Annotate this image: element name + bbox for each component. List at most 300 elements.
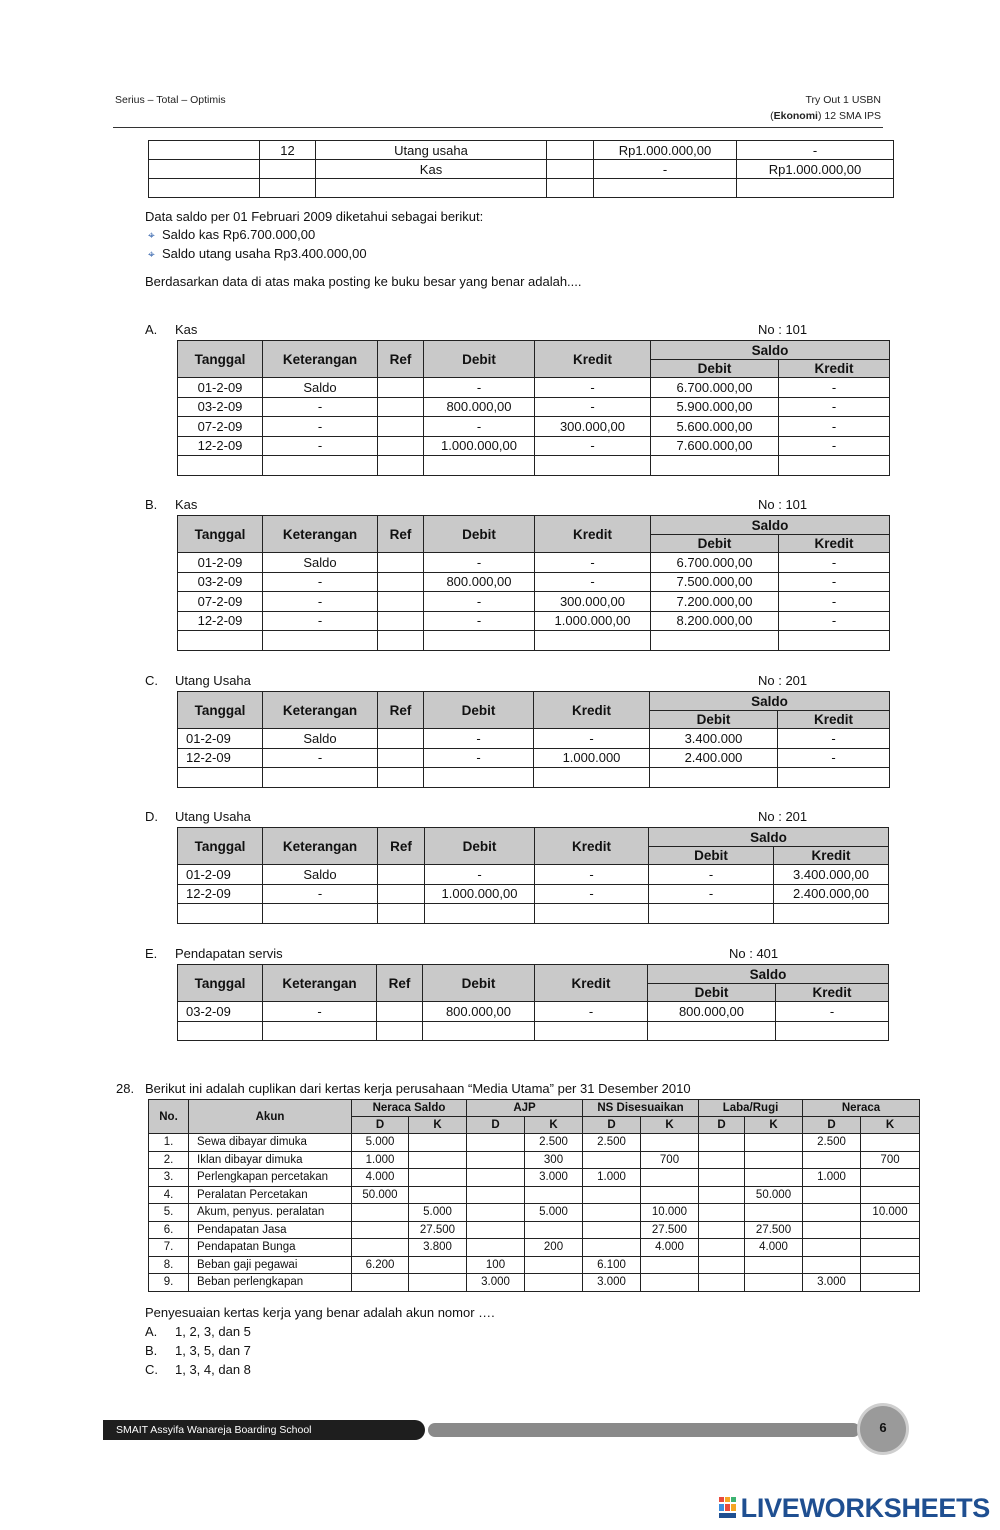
option-account-no: No : 401 (729, 946, 779, 961)
ledger-header-saldo-kredit: Kredit (778, 711, 890, 729)
ws-cell-value (803, 1239, 861, 1257)
ledger-header-debit: Debit (424, 692, 534, 729)
ws-cell-value (525, 1256, 583, 1274)
ws-row (149, 1274, 920, 1292)
ledger-cell: 800.000,00 (648, 1002, 776, 1022)
ws-row (149, 1256, 920, 1274)
ledger-cell: 12-2-09 (178, 436, 263, 456)
ledger-header-ref: Ref (378, 516, 424, 553)
journal-cell (737, 179, 894, 198)
bullet-text: Saldo utang usaha Rp3.400.000,00 (162, 246, 367, 261)
ws-row (149, 1221, 920, 1239)
ws-cell-value: 3.000 (467, 1274, 525, 1292)
ws-header-k: K (409, 1117, 467, 1134)
answer-text: 1, 3, 5, dan 7 (175, 1343, 251, 1358)
ledger-cell: - (535, 397, 651, 417)
ledger-cell (378, 572, 424, 592)
ws-cell-value (745, 1204, 803, 1222)
option-account-no: No : 201 (758, 809, 808, 824)
ledger-header-saldo-kredit: Kredit (776, 984, 889, 1002)
ledger-header-tanggal: Tanggal (178, 692, 263, 729)
header-right-subject: (Ekonomi) 12 SMA IPS (770, 110, 881, 122)
ws-cell-value: 200 (525, 1239, 583, 1257)
ledger-cell (178, 631, 263, 651)
ledger-cell: Saldo (263, 729, 378, 749)
ws-cell-akun: Akum, penyus. peralatan (189, 1204, 352, 1222)
ws-cell-value (699, 1256, 745, 1274)
bullet-icon: ⌖ (148, 228, 155, 242)
ledger-header-saldo: Saldo (648, 965, 889, 984)
ledger-cell (263, 1021, 377, 1041)
ledger-cell (378, 592, 424, 612)
ws-header-k: K (745, 1117, 803, 1134)
ws-cell-value: 3.000 (525, 1169, 583, 1187)
ledger-cell (378, 553, 424, 573)
journal-cell (547, 141, 594, 160)
ledger-cell: 2.400.000 (650, 748, 778, 768)
ledger-cell: - (535, 378, 651, 398)
ws-header-d: D (352, 1117, 409, 1134)
ws-cell-value: 5.000 (352, 1134, 409, 1152)
ledger-cell: 7.500.000,00 (651, 572, 779, 592)
ws-cell-no: 9. (149, 1274, 189, 1292)
ledger-cell (263, 904, 378, 924)
ledger-cell: - (263, 417, 378, 437)
ws-cell-value: 27.500 (409, 1221, 467, 1239)
ws-cell-no: 5. (149, 1204, 189, 1222)
ledger-table (177, 691, 890, 788)
ledger-cell (649, 904, 774, 924)
ws-cell-no: 7. (149, 1239, 189, 1257)
ws-cell-value: 1.000 (583, 1169, 641, 1187)
ws-cell-value: 10.000 (861, 1204, 920, 1222)
ledger-cell (424, 631, 535, 651)
ws-cell-value (583, 1221, 641, 1239)
ledger-cell: 03-2-09 (178, 397, 263, 417)
ledger-cell (774, 904, 889, 924)
bullet-item (148, 246, 367, 262)
ledger-cell (534, 768, 650, 788)
ws-row (149, 1134, 920, 1152)
ws-header-group: Neraca Saldo (352, 1100, 467, 1117)
journal-row (149, 141, 894, 160)
ledger-cell: 2.400.000,00 (774, 884, 889, 904)
ledger-cell: - (649, 865, 774, 885)
ledger-cell: 3.400.000 (650, 729, 778, 749)
journal-cell (547, 179, 594, 198)
ledger-cell (378, 631, 424, 651)
ws-cell-akun: Sewa dibayar dimuka (189, 1134, 352, 1152)
ws-cell-value (861, 1134, 920, 1152)
ws-cell-value: 700 (861, 1151, 920, 1169)
ws-cell-value (467, 1221, 525, 1239)
option-account: Pendapatan servis (175, 946, 283, 961)
ledger-cell (378, 729, 424, 749)
liveworksheets-text: LIVEWORKSHEETS (740, 1493, 990, 1523)
option-letter[interactable]: A. (145, 322, 158, 337)
ledger-cell: - (779, 611, 890, 631)
ledger-row (178, 553, 890, 573)
ledger-row (178, 729, 890, 749)
ledger-cell (263, 768, 378, 788)
ws-cell-value (699, 1274, 745, 1292)
ledger-cell: - (424, 611, 535, 631)
journal-cell: Rp1.000.000,00 (737, 160, 894, 179)
ledger-header-keterangan: Keterangan (263, 692, 378, 729)
footer-school: SMAIT Assyifa Wanareja Boarding School (103, 1420, 425, 1440)
ledger-cell: 5.600.000,00 (651, 417, 779, 437)
ws-cell-akun: Beban perlengkapan (189, 1274, 352, 1292)
ledger-cell (378, 904, 425, 924)
ledger-cell: - (779, 553, 890, 573)
ws-cell-value (861, 1274, 920, 1292)
ledger-header-saldo-kredit: Kredit (774, 847, 889, 865)
ws-cell-value: 5.000 (409, 1204, 467, 1222)
ledger-cell: 1.000.000 (534, 748, 650, 768)
ws-cell-value: 6.200 (352, 1256, 409, 1274)
ledger-header-debit: Debit (425, 828, 535, 865)
ws-cell-no: 6. (149, 1221, 189, 1239)
ws-cell-value (699, 1134, 745, 1152)
bullet-icon: ⌖ (148, 247, 155, 261)
ws-cell-value (745, 1169, 803, 1187)
journal-cell: - (737, 141, 894, 160)
journal-cell (260, 179, 316, 198)
ledger-cell: - (263, 592, 378, 612)
ledger-cell: - (535, 1002, 648, 1022)
ledger-header-ref: Ref (378, 828, 425, 865)
ledger-row (178, 592, 890, 612)
ledger-row (178, 904, 889, 924)
ws-cell-value (861, 1256, 920, 1274)
ws-cell-value (699, 1204, 745, 1222)
option-account: Kas (175, 322, 198, 337)
ledger-cell: - (424, 553, 535, 573)
ws-cell-no: 2. (149, 1151, 189, 1169)
ledger-cell: 07-2-09 (178, 417, 263, 437)
ledger-cell (263, 456, 378, 476)
ws-cell-value (409, 1256, 467, 1274)
ledger-cell: 6.700.000,00 (651, 378, 779, 398)
ws-cell-value (409, 1186, 467, 1204)
journal-cell: Rp1.000.000,00 (594, 141, 737, 160)
intro-text: Data saldo per 01 Februari 2009 diketahui sebagai berikut: (145, 209, 484, 224)
ledger-cell (651, 456, 779, 476)
option-letter[interactable]: E. (145, 946, 158, 961)
ledger-cell: - (779, 397, 890, 417)
ledger-cell: - (424, 748, 534, 768)
ws-cell-value (861, 1169, 920, 1187)
ledger-row (178, 884, 889, 904)
ledger-header-saldo-kredit: Kredit (779, 535, 890, 553)
ledger-header-debit: Debit (424, 516, 535, 553)
ledger-header-keterangan: Keterangan (263, 516, 378, 553)
ledger-cell (650, 768, 778, 788)
ledger-cell (648, 1021, 776, 1041)
ws-header-d: D (583, 1117, 641, 1134)
ledger-cell: - (263, 884, 378, 904)
ledger-header-ref: Ref (378, 341, 424, 378)
ledger-header-keterangan: Keterangan (263, 828, 378, 865)
ws-cell-value: 300 (525, 1151, 583, 1169)
ledger-header-debit: Debit (424, 341, 535, 378)
ledger-cell (424, 456, 535, 476)
ledger-cell (535, 1021, 648, 1041)
ledger-cell (378, 884, 425, 904)
ws-cell-value: 27.500 (745, 1221, 803, 1239)
ws-cell-akun: Iklan dibayar dimuka (189, 1151, 352, 1169)
ws-cell-no: 4. (149, 1186, 189, 1204)
ws-cell-value (803, 1256, 861, 1274)
ledger-cell: 7.200.000,00 (651, 592, 779, 612)
ws-cell-value (467, 1169, 525, 1187)
option-letter[interactable]: C. (145, 673, 158, 688)
liveworksheets-logo (719, 1493, 990, 1524)
ledger-cell: - (779, 592, 890, 612)
ws-cell-value (861, 1221, 920, 1239)
ledger-header-saldo-debit: Debit (651, 360, 779, 378)
ledger-cell: 12-2-09 (178, 884, 263, 904)
ledger-cell: 01-2-09 (178, 729, 263, 749)
ledger-cell (535, 456, 651, 476)
ledger-row (178, 436, 890, 456)
ledger-cell: - (534, 729, 650, 749)
ledger-cell: 01-2-09 (178, 378, 263, 398)
ledger-header-saldo: Saldo (649, 828, 889, 847)
ledger-cell: - (263, 436, 378, 456)
ledger-cell (378, 436, 424, 456)
ws-row (149, 1151, 920, 1169)
ledger-cell (263, 631, 378, 651)
ws-cell-value: 27.500 (641, 1221, 699, 1239)
ledger-cell (776, 1021, 889, 1041)
ws-cell-value (803, 1221, 861, 1239)
ws-cell-value (641, 1274, 699, 1292)
ledger-cell: 7.600.000,00 (651, 436, 779, 456)
ws-row (149, 1239, 920, 1257)
ws-cell-value (641, 1256, 699, 1274)
ledger-cell (423, 1021, 535, 1041)
ledger-cell (535, 631, 651, 651)
ledger-header-saldo-debit: Debit (648, 984, 776, 1002)
ledger-cell: - (424, 417, 535, 437)
option-account: Utang Usaha (175, 809, 251, 824)
ws-cell-value (409, 1151, 467, 1169)
question-28-prompt: Penyesuaian kertas kerja yang benar adalah akun nomor …. (145, 1305, 495, 1320)
ledger-header-tanggal: Tanggal (178, 828, 263, 865)
bullet-item (148, 227, 315, 243)
ledger-cell: - (535, 865, 649, 885)
journal-cell (316, 179, 547, 198)
ledger-row (178, 397, 890, 417)
ws-cell-value (641, 1134, 699, 1152)
ws-cell-value (409, 1169, 467, 1187)
ledger-cell: - (425, 865, 535, 885)
ledger-table (177, 827, 889, 924)
ledger-cell: - (779, 378, 890, 398)
ledger-cell (178, 904, 263, 924)
ledger-cell: 1.000.000,00 (425, 884, 535, 904)
ledger-cell: 03-2-09 (178, 1002, 263, 1022)
ledger-cell: - (779, 417, 890, 437)
ledger-header-row (178, 692, 890, 711)
ledger-table (177, 515, 890, 651)
ledger-header-saldo: Saldo (651, 516, 890, 535)
ws-cell-value: 2.500 (803, 1134, 861, 1152)
journal-cell: Kas (316, 160, 547, 179)
ws-cell-value (352, 1239, 409, 1257)
page-number: 6 (860, 1406, 906, 1452)
answer-letter[interactable]: B. (145, 1343, 158, 1358)
ws-cell-value (583, 1186, 641, 1204)
ws-cell-value (699, 1169, 745, 1187)
ws-cell-value (525, 1274, 583, 1292)
ws-cell-value (409, 1134, 467, 1152)
option-letter[interactable]: D. (145, 809, 158, 824)
ws-cell-value: 3.800 (409, 1239, 467, 1257)
ledger-header-tanggal: Tanggal (178, 341, 263, 378)
ledger-cell: - (535, 436, 651, 456)
ws-cell-value: 50.000 (352, 1186, 409, 1204)
ledger-cell: - (424, 592, 535, 612)
ledger-row (178, 631, 890, 651)
ledger-cell: - (424, 729, 534, 749)
ws-cell-value (745, 1256, 803, 1274)
ledger-cell (378, 748, 424, 768)
ledger-row (178, 768, 890, 788)
ws-cell-value (467, 1134, 525, 1152)
ledger-cell: 1.000.000,00 (424, 436, 535, 456)
footer-bar (428, 1423, 860, 1437)
ws-cell-value (583, 1239, 641, 1257)
ledger-cell: - (776, 1002, 889, 1022)
ws-cell-value (525, 1221, 583, 1239)
ledger-cell: 300.000,00 (535, 417, 651, 437)
ws-header-k: K (641, 1117, 699, 1134)
ws-header-d: D (803, 1117, 861, 1134)
ledger-cell: - (535, 884, 649, 904)
ledger-row (178, 748, 890, 768)
ws-cell-value (699, 1151, 745, 1169)
ledger-header-row (178, 516, 890, 535)
bullet-text: Saldo kas Rp6.700.000,00 (162, 227, 316, 242)
ledger-cell: - (535, 572, 651, 592)
ws-header-d: D (699, 1117, 745, 1134)
ws-cell-value (699, 1221, 745, 1239)
ws-cell-value (467, 1186, 525, 1204)
ws-cell-no: 8. (149, 1256, 189, 1274)
answer-text: 1, 3, 4, dan 8 (175, 1362, 251, 1377)
question-text: Berdasarkan data di atas maka posting ke buku besar yang benar adalah.... (145, 274, 582, 289)
ws-cell-no: 1. (149, 1134, 189, 1152)
ledger-header-tanggal: Tanggal (178, 965, 263, 1002)
ws-cell-value: 4.000 (745, 1239, 803, 1257)
ledger-header-saldo: Saldo (650, 692, 890, 711)
ws-cell-value (409, 1274, 467, 1292)
ledger-header-ref: Ref (377, 965, 423, 1002)
ledger-cell (178, 1021, 263, 1041)
ledger-cell (378, 611, 424, 631)
ws-cell-no: 3. (149, 1169, 189, 1187)
option-account-no: No : 201 (758, 673, 808, 688)
ws-header-k: K (525, 1117, 583, 1134)
ledger-header-keterangan: Keterangan (263, 965, 377, 1002)
ledger-cell (378, 456, 424, 476)
ledger-cell (378, 378, 424, 398)
ledger-cell: - (263, 611, 378, 631)
ledger-cell: - (424, 378, 535, 398)
ledger-header-debit: Debit (423, 965, 535, 1002)
ledger-cell: - (263, 1002, 377, 1022)
header-subject-bold: Ekonomi (773, 110, 818, 122)
ws-cell-value: 6.100 (583, 1256, 641, 1274)
answer-text: 1, 2, 3, dan 5 (175, 1324, 251, 1339)
option-account-no: No : 101 (758, 322, 808, 337)
ledger-cell: 12-2-09 (178, 748, 263, 768)
journal-cell (149, 179, 260, 198)
ledger-cell (377, 1002, 423, 1022)
ledger-table (177, 964, 889, 1041)
ledger-cell (779, 631, 890, 651)
answer-letter[interactable]: C. (145, 1362, 158, 1377)
journal-cell (547, 160, 594, 179)
ws-cell-value (861, 1239, 920, 1257)
ledger-cell (378, 397, 424, 417)
ws-cell-value: 5.000 (525, 1204, 583, 1222)
ws-cell-value (803, 1151, 861, 1169)
ws-row (149, 1186, 920, 1204)
ledger-header-row (178, 965, 889, 984)
ledger-cell (778, 768, 890, 788)
ledger-row (178, 1021, 889, 1041)
option-letter[interactable]: B. (145, 497, 158, 512)
ws-cell-value: 1.000 (352, 1151, 409, 1169)
ws-cell-value (803, 1204, 861, 1222)
ledger-cell: 300.000,00 (535, 592, 651, 612)
ws-header-no: No. (149, 1100, 189, 1134)
journal-cell: - (594, 160, 737, 179)
liveworksheets-icon (719, 1497, 737, 1519)
header-divider (113, 127, 883, 128)
ws-cell-value: 4.000 (641, 1239, 699, 1257)
ledger-cell: Saldo (263, 378, 378, 398)
option-account: Utang Usaha (175, 673, 251, 688)
option-account-no: No : 101 (758, 497, 808, 512)
ledger-header-kredit: Kredit (535, 965, 648, 1002)
answer-letter[interactable]: A. (145, 1324, 158, 1339)
ledger-cell (178, 456, 263, 476)
ws-cell-value: 2.500 (525, 1134, 583, 1152)
ledger-header-keterangan: Keterangan (263, 341, 378, 378)
ledger-cell (779, 456, 890, 476)
ws-cell-value (352, 1221, 409, 1239)
ledger-header-saldo-debit: Debit (651, 535, 779, 553)
journal-cell (594, 179, 737, 198)
ws-header-d: D (467, 1117, 525, 1134)
ledger-cell (378, 865, 425, 885)
ws-cell-akun: Pendapatan Bunga (189, 1239, 352, 1257)
header-left: Serius – Total – Optimis (115, 94, 226, 106)
journal-cell: 12 (260, 141, 316, 160)
ledger-row (178, 417, 890, 437)
ledger-header-ref: Ref (378, 692, 424, 729)
ws-cell-value (641, 1169, 699, 1187)
ledger-cell: 800.000,00 (424, 397, 535, 417)
ws-cell-value (699, 1186, 745, 1204)
ws-cell-value: 3.000 (583, 1274, 641, 1292)
header-right-title: Try Out 1 USBN (805, 94, 881, 106)
ledger-cell: 5.900.000,00 (651, 397, 779, 417)
